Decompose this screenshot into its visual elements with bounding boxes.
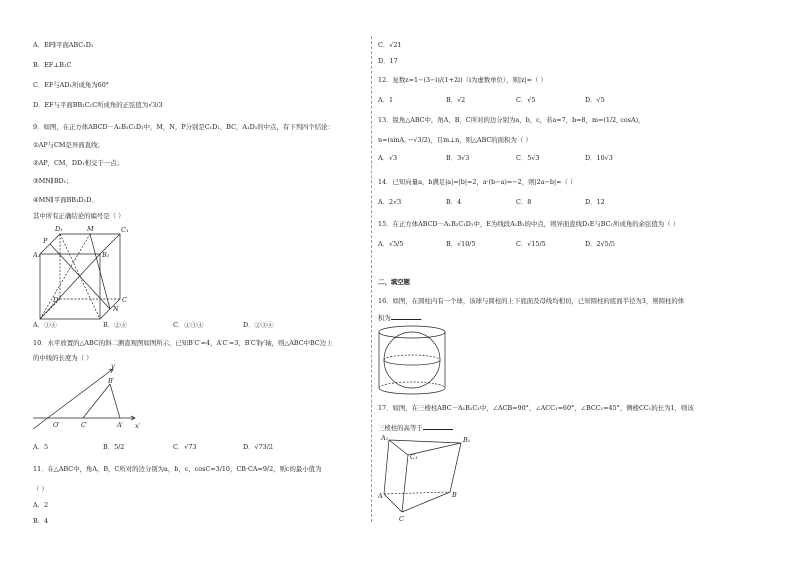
q12-option-b: B．√2	[446, 96, 466, 104]
q11-option-c: C．√21	[378, 41, 402, 49]
label-b-prime: B′	[108, 377, 115, 385]
label-c: C	[122, 296, 127, 304]
q9-option-a: A．①④	[33, 321, 57, 329]
q9-statement-3: ③MN∥BD₁；	[33, 177, 73, 185]
q10-option-c: C．√73	[173, 443, 197, 451]
label-a1: A₁	[33, 251, 41, 259]
q10-stem: 10．水平放置的△ABC的斜二测直观图如图所示，已知B′C′=4，A′C′=3，B′C′∥y′轴，则△ABC中BC边上	[33, 339, 333, 347]
q9-option-b: B．②④	[103, 321, 127, 329]
q10-option-b: B．5/2	[103, 443, 125, 451]
q9-option-c: C．①③④	[173, 321, 204, 329]
q15-option-b: B．√10/5	[446, 240, 476, 248]
q12-option-d: D．√5	[585, 96, 605, 104]
label-d: D	[53, 296, 59, 304]
prism-figure	[378, 432, 478, 527]
label-d1: D₁	[55, 225, 63, 233]
q11-stem: 11．在△ABC中，角A，B，C所对的边分别为a，b，c，cosC=3/10，CB·CA=9/2，则c的最小值为	[33, 465, 322, 473]
q14-option-c: C．8	[516, 198, 532, 206]
label-y-axis: y′	[111, 364, 117, 370]
q17-stem: 17．如图，在三棱柱ABC－A₁B₁C₁中，∠ACB=90°，∠ACC₁=60°，∠BCC₁=45°，侧棱CC₁的长为1，则该	[378, 404, 694, 412]
q8-option-a: A．EF∥平面ABC₁D₁	[33, 41, 94, 49]
q16-answer-blank	[391, 313, 421, 320]
q9-statement-4: ④MN∥平面BB₁D₁D．	[33, 196, 98, 204]
q15-option-a: A．√5/5	[378, 240, 404, 248]
q13-stem: 13．锐角△ABC中，角A，B，C所对的边分别为a，b，c，若a=7，b=8，m=(1/2, cosA)，	[378, 116, 645, 124]
q8-option-d: D．EF与平面BB₁C₁C所成角的正弦值为√3/3	[33, 101, 163, 109]
q16-stem: 16．如图，在圆柱内有一个球，该球与圆柱的上下底面及母线均相切，已知圆柱的底面半径为3，则圆柱的体	[378, 297, 685, 305]
q15-option-c: C．√15/5	[516, 240, 546, 248]
q13-option-d: D．10√3	[585, 154, 613, 162]
oblique-view-figure	[33, 364, 173, 436]
label-c-prime: C′	[81, 421, 88, 429]
q14-option-b: B．4	[446, 198, 462, 206]
q10-option-a: A．5	[33, 443, 49, 451]
q17-stem-2-text: 三棱柱的高等于	[378, 424, 423, 432]
q10-stem-2: 的中线的长度为（ ）	[33, 354, 93, 362]
q12-stem: 12．复数z=1−(3−i)/(1+2i)（i为虚数单位），则|z|=（ ）	[378, 76, 547, 84]
q13-stem-2: n=(sinA, −√3/2)，且m⊥n，则△ABC的面积为（ ）	[378, 136, 532, 144]
q9-question: 其中所有正确结论的编号是（ ）	[33, 212, 125, 220]
label-o-prime: O′	[53, 421, 60, 429]
q11-paren: （ ）	[33, 485, 48, 493]
label-m: M	[87, 225, 94, 233]
cylinder-sphere-figure	[378, 324, 450, 396]
q9-option-d: D．②③④	[243, 321, 274, 329]
label-a: A	[378, 492, 383, 500]
label-b: B	[452, 491, 457, 499]
label-p: P	[43, 237, 48, 245]
q8-option-c: C．EF与AD₁所成角为60°	[33, 81, 109, 89]
label-n: N	[113, 305, 119, 313]
q12-option-a: A．1	[378, 96, 394, 104]
cube-figure	[33, 221, 133, 321]
q11-option-b: B．4	[33, 517, 49, 525]
q17-answer-blank	[423, 423, 453, 430]
label-c: C	[399, 515, 404, 523]
label-c1: C₁	[121, 226, 129, 234]
q13-option-c: C．5√3	[516, 154, 540, 162]
q9-statement-1: ①AP与CM是异面直线；	[33, 141, 104, 149]
q10-option-d: D．√73/2	[243, 443, 273, 451]
q14-stem: 14．已知向量a，b满足|a|=|b|=2，a·(b−a)=−2，则|2a−b|=（ ）	[378, 178, 577, 186]
q14-option-a: A．2√3	[378, 198, 402, 206]
label-x-axis: x′	[135, 422, 141, 430]
label-b1: B₁	[102, 251, 110, 259]
label-c1: C₁	[410, 453, 418, 461]
q11-option-d: D．17	[378, 57, 398, 65]
q12-option-c: C．√5	[516, 96, 536, 104]
q14-option-d: D．12	[585, 198, 605, 206]
q9-statement-2: ②AP，CM，DD₁相交于一点；	[33, 159, 124, 167]
label-b1: B₁	[463, 436, 471, 444]
q16-stem-2-text: 积为	[378, 314, 391, 322]
q8-option-b: B．EF⊥B₁C	[33, 61, 72, 69]
section-title-fill-in: 二、填空题	[378, 278, 410, 286]
q16-stem-2	[378, 313, 427, 323]
q15-option-d: D．2√5/5	[585, 240, 615, 248]
q9-stem: 9．如图，在正方体ABCD－A₁B₁C₁D₁中，M，N，P分别是C₁D₁，BC，A₁D₁的中点，有下列四个结论：	[33, 123, 334, 131]
label-a-prime: A′	[117, 421, 124, 429]
q15-stem: 15．在正方体ABCD－A₁B₁C₁D₁中，E为线段A₁B₁的中点，则异面直线D₁E与BC₁所成角的余弦值为（ ）	[378, 220, 680, 228]
q16-tail: ．	[420, 314, 428, 322]
column-divider	[371, 36, 372, 522]
label-a1: A₁	[381, 434, 389, 442]
q13-option-b: B．3√3	[446, 154, 470, 162]
q13-option-a: A．√3	[378, 154, 398, 162]
q11-option-a: A．2	[33, 501, 49, 509]
